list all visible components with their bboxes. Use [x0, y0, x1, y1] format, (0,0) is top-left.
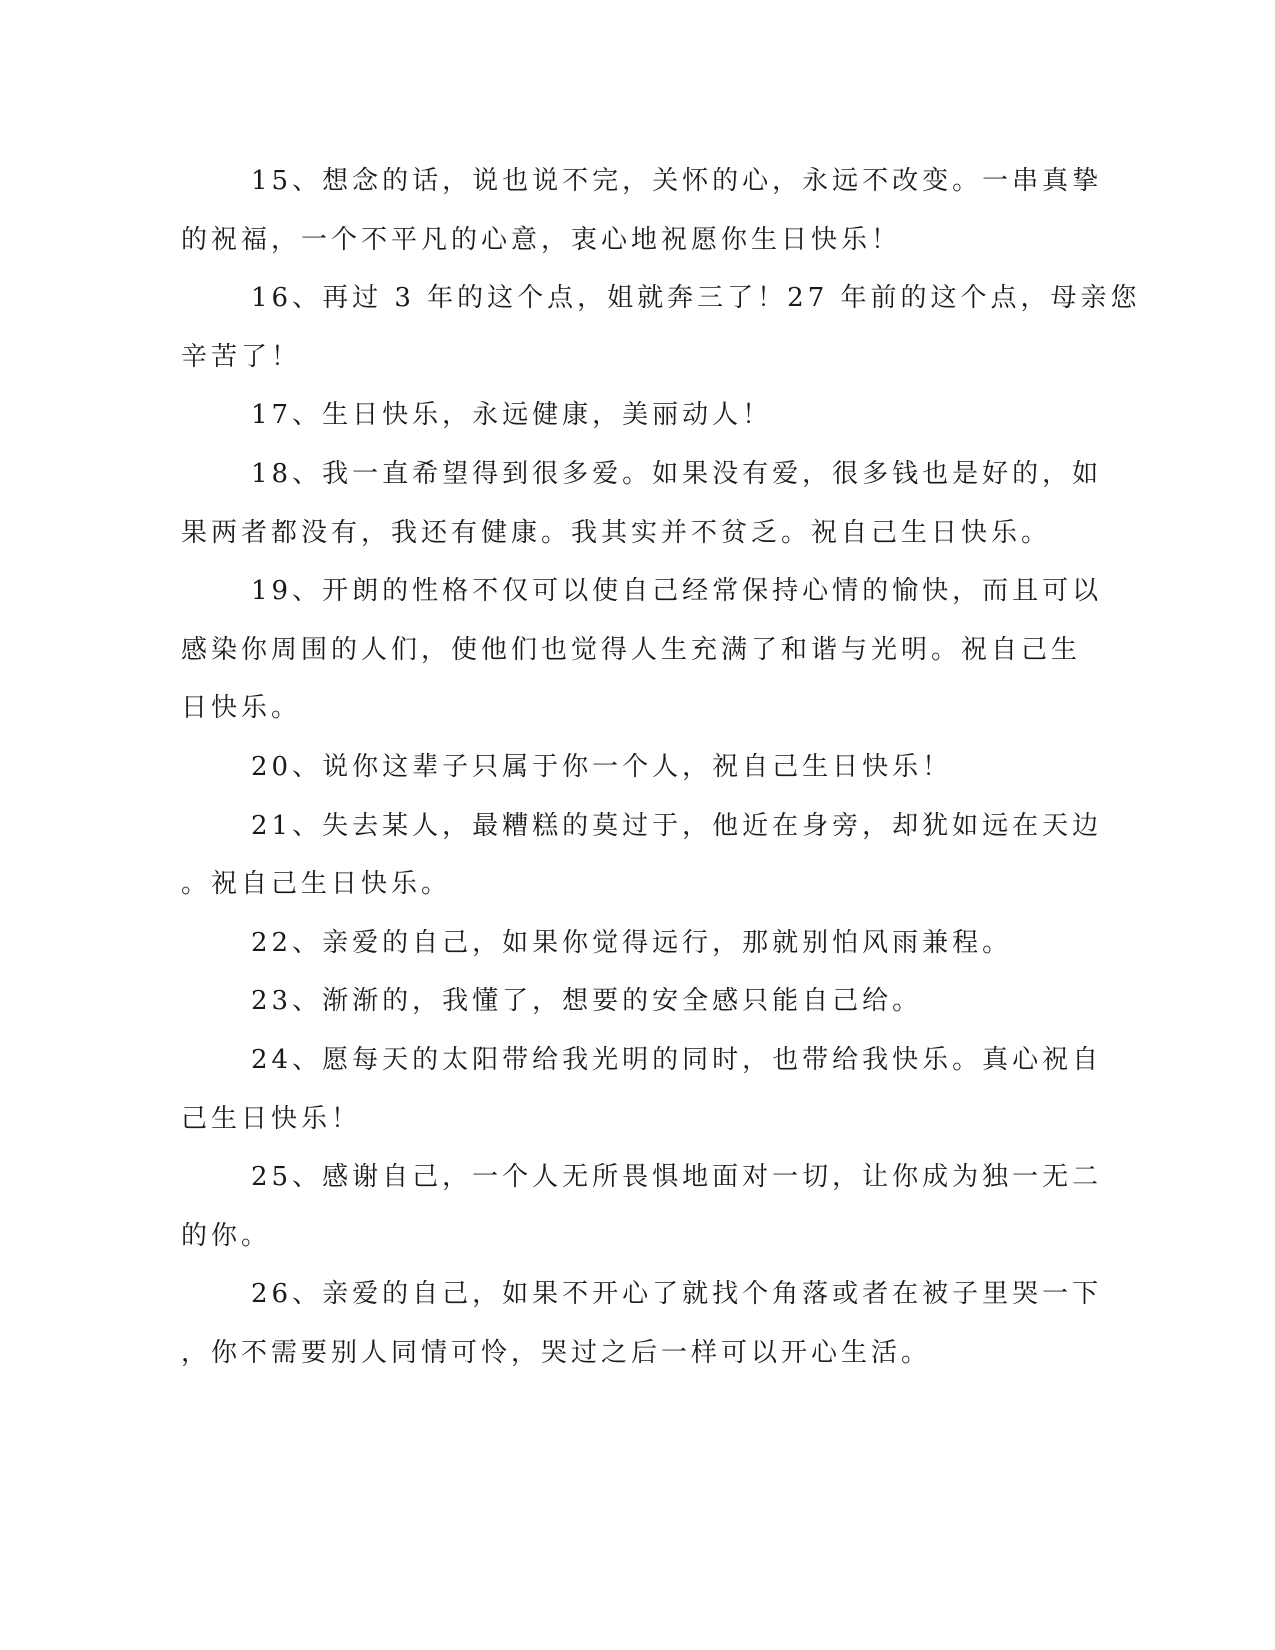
text-line: 21、失去某人，最糟糕的莫过于，他近在身旁，却犹如远在天边 — [251, 811, 1103, 841]
text-line: 17、生日快乐，永远健康，美丽动人！ — [251, 400, 773, 430]
text-line: 26、亲爱的自己，如果不开心了就找个角落或者在被子里哭一下 — [251, 1279, 1103, 1309]
text-line: 18、我一直希望得到很多爱。如果没有爱，很多钱也是好的，如 — [251, 459, 1103, 489]
text-line: 果两者都没有，我还有健康。我其实并不贫乏。祝自己生日快乐。 — [181, 518, 1052, 548]
text-line: ，你不需要别人同情可怜，哭过之后一样可以开心生活。 — [181, 1338, 932, 1368]
text-line: 辛苦了！ — [181, 342, 302, 372]
text-line: 19、开朗的性格不仅可以使自己经常保持心情的愉快，而且可以 — [251, 576, 1103, 606]
text-line: 日快乐。 — [181, 693, 302, 723]
text-line: 感染你周围的人们，使他们也觉得人生充满了和谐与光明。祝自己生 — [181, 635, 1082, 665]
text-line: 16、再过 3 年的这个点，姐就奔三了！27 年前的这个点，母亲您 — [251, 283, 1141, 313]
text-line: 。祝自己生日快乐。 — [181, 869, 452, 899]
text-line: 15、想念的话，说也说不完，关怀的心，永远不改变。一串真挚 — [251, 166, 1103, 196]
text-line: 20、说你这辈子只属于你一个人，祝自己生日快乐！ — [251, 752, 953, 782]
text-line: 24、愿每天的太阳带给我光明的同时，也带给我快乐。真心祝自 — [251, 1045, 1103, 1075]
text-line: 己生日快乐！ — [181, 1104, 362, 1134]
text-line: 的你。 — [181, 1221, 272, 1251]
text-line: 22、亲爱的自己，如果你觉得远行，那就别怕风雨兼程。 — [251, 928, 1013, 958]
text-line: 23、渐渐的，我懂了，想要的安全感只能自己给。 — [251, 986, 923, 1016]
text-line: 的祝福，一个不平凡的心意，衷心地祝愿你生日快乐！ — [181, 225, 902, 255]
text-line: 25、感谢自己，一个人无所畏惧地面对一切，让你成为独一无二 — [251, 1162, 1103, 1192]
